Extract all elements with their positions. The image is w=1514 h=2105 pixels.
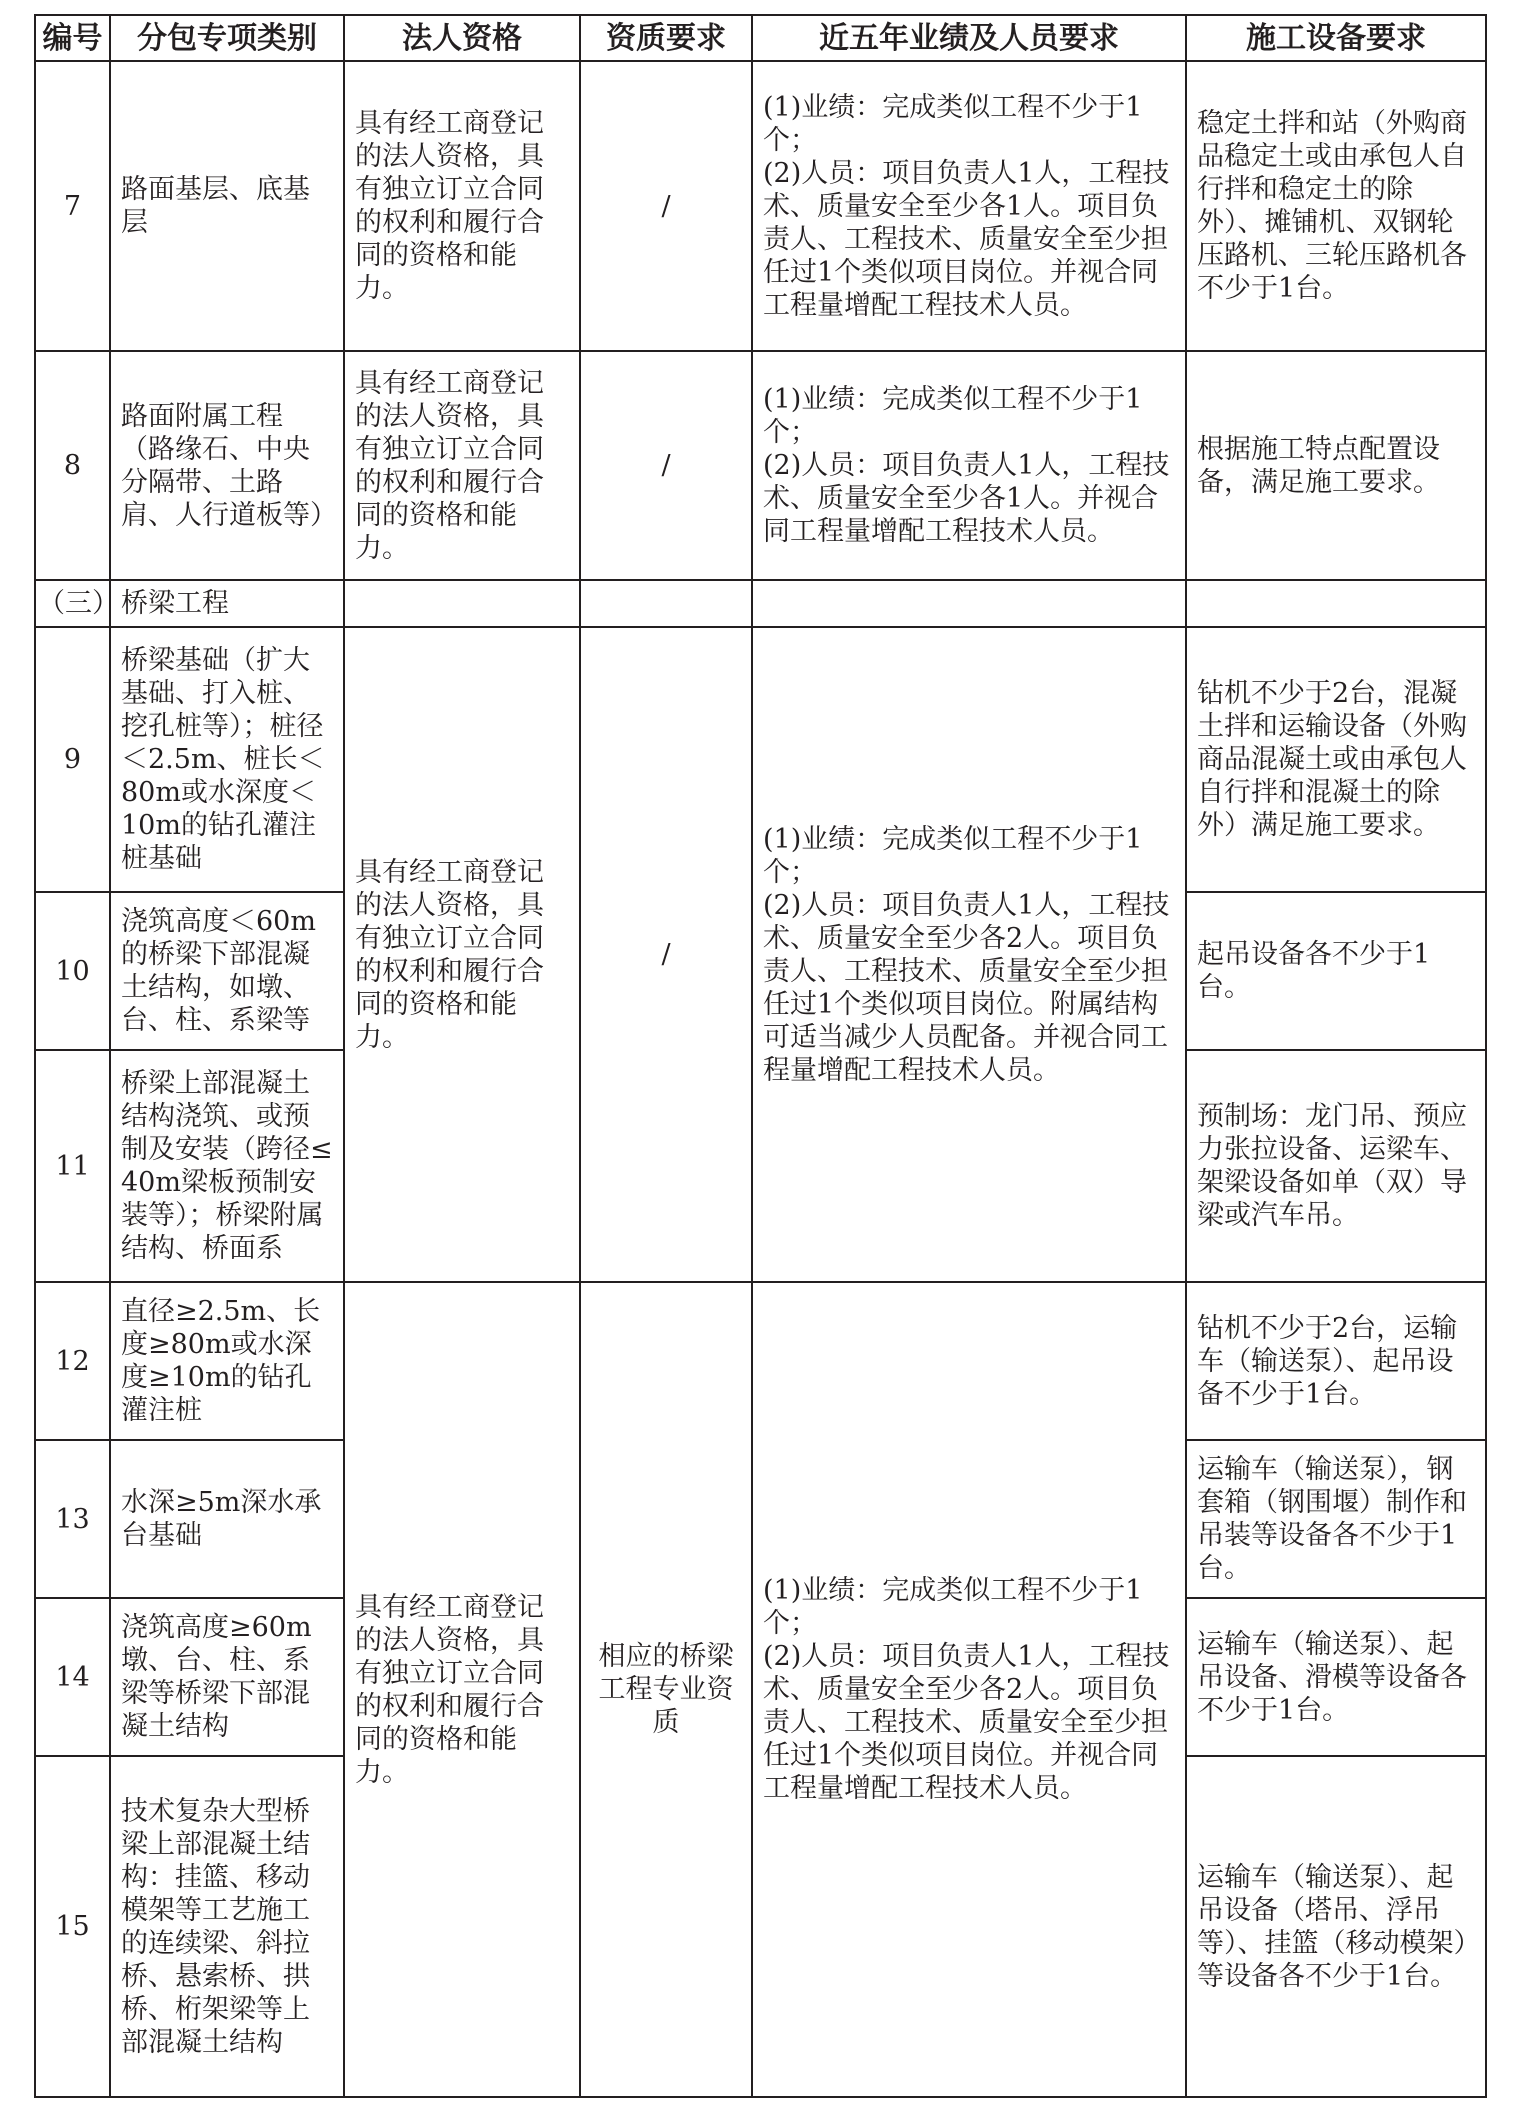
- row-category: 浇筑高度≥60m墩、台、柱、系梁等桥梁下部混凝土结构: [110, 1598, 344, 1756]
- row-number: 9: [35, 627, 110, 892]
- row-equipment: 预制场：龙门吊、预应力张拉设备、运梁车、架梁设备如单（双）导梁或汽车吊。: [1186, 1050, 1486, 1282]
- row-number: 10: [35, 892, 110, 1050]
- group-performance-personnel: [752, 1282, 1186, 2097]
- header-category: 分包专项类别: [110, 15, 344, 61]
- table-row: [35, 1282, 1486, 1440]
- row-equipment: 运输车（输送泵），钢套箱（钢围堰）制作和吊装等设备各不少于1台。: [1186, 1440, 1486, 1598]
- header-performance-personnel: 近五年业绩及人员要求: [752, 15, 1186, 61]
- personnel-line: (2)人员：项目负责人1人，工程技术、质量安全至少各2人。项目负责人、工程技术、质量安全至少担任过1个类似项目岗位。附属结构可适当减少人员配备。并视合同工程量增配工程技术人员。: [763, 889, 1170, 1086]
- row-category: 桥梁上部混凝土结构浇筑、或预制及安装（跨径≤40m梁板预制安装等）；桥梁附属结构、桥面系: [110, 1050, 344, 1282]
- table-row: [35, 627, 1486, 892]
- empty-cell: [580, 580, 752, 627]
- performance-line: (1)业绩：完成类似工程不少于1个；: [763, 1575, 1143, 1639]
- row-category: 路面附属工程（路缘石、中央分隔带、土路肩、人行道板等）: [110, 351, 344, 580]
- subcontract-requirements-table: [34, 14, 1487, 2098]
- row-qualification: /: [580, 61, 752, 351]
- row-category: 直径≥2.5m、长度≥80m或水深度≥10m的钻孔灌注桩: [110, 1282, 344, 1440]
- performance-line: (1)业绩：完成类似工程不少于1个；: [763, 384, 1143, 448]
- personnel-line: (2)人员：项目负责人1人，工程技术、质量安全至少各1人。并视合同工程量增配工程技术人员。: [763, 450, 1170, 547]
- personnel-line: (2)人员：项目负责人1人，工程技术、质量安全至少各2人。项目负责人、工程技术、质量安全至少担任过1个类似项目岗位。并视合同工程量增配工程技术人员。: [763, 1641, 1170, 1804]
- row-equipment: 钻机不少于2台，混凝土拌和运输设备（外购商品混凝土或由承包人自行拌和混凝土的除外）满足施工要求。: [1186, 627, 1486, 892]
- row-equipment: 根据施工特点配置设备，满足施工要求。: [1186, 351, 1486, 580]
- row-performance-personnel: [752, 351, 1186, 580]
- row-legal-status: 具有经工商登记的法人资格，具有独立订立合同的权利和履行合同的资格和能力。: [344, 351, 580, 580]
- section-row: [35, 580, 1486, 627]
- header-equipment: 施工设备要求: [1186, 15, 1486, 61]
- row-number: 14: [35, 1598, 110, 1756]
- row-equipment: 稳定土拌和站（外购商品稳定土或由承包人自行拌和稳定土的除外）、摊铺机、双钢轮压路机、三轮压路机各不少于1台。: [1186, 61, 1486, 351]
- row-qualification: /: [580, 351, 752, 580]
- group-legal-status: 具有经工商登记的法人资格，具有独立订立合同的权利和履行合同的资格和能力。: [344, 627, 580, 1282]
- row-number: 8: [35, 351, 110, 580]
- row-performance-personnel: [752, 61, 1186, 351]
- row-number: 12: [35, 1282, 110, 1440]
- row-category: 水深≥5m深水承台基础: [110, 1440, 344, 1598]
- group-legal-status: 具有经工商登记的法人资格，具有独立订立合同的权利和履行合同的资格和能力。: [344, 1282, 580, 2097]
- row-number: 7: [35, 61, 110, 351]
- row-equipment: 运输车（输送泵）、起吊设备、滑模等设备各不少于1台。: [1186, 1598, 1486, 1756]
- group-qualification: /: [580, 627, 752, 1282]
- row-number: 15: [35, 1756, 110, 2097]
- table-row: [35, 61, 1486, 351]
- row-number: 13: [35, 1440, 110, 1598]
- row-category: 技术复杂大型桥梁上部混凝土结构：挂篮、移动模架等工艺施工的连续梁、斜拉桥、悬索桥、拱桥、桁架梁等上部混凝土结构: [110, 1756, 344, 2097]
- performance-line: (1)业绩：完成类似工程不少于1个；: [763, 823, 1143, 888]
- row-category: 浇筑高度＜60m的桥梁下部混凝土结构，如墩、台、柱、系梁等: [110, 892, 344, 1050]
- group-qualification: 相应的桥梁工程专业资质: [580, 1282, 752, 2097]
- header-legal-status: 法人资格: [344, 15, 580, 61]
- row-equipment: 运输车（输送泵）、起吊设备（塔吊、浮吊等）、挂篮（移动模架）等设备各不少于1台。: [1186, 1756, 1486, 2097]
- empty-cell: [344, 580, 580, 627]
- performance-line: (1)业绩：完成类似工程不少于1个；: [763, 91, 1143, 156]
- row-equipment: 起吊设备各不少于1台。: [1186, 892, 1486, 1050]
- row-category: 桥梁基础（扩大基础、打入桩、挖孔桩等）；桩径＜2.5m、桩长＜80m或水深度＜10m的钻孔灌注桩基础: [110, 627, 344, 892]
- row-legal-status: 具有经工商登记的法人资格，具有独立订立合同的权利和履行合同的资格和能力。: [344, 61, 580, 351]
- table-row: [35, 351, 1486, 580]
- personnel-line: (2)人员：项目负责人1人，工程技术、质量安全至少各1人。项目负责人、工程技术、质量安全至少担任过1个类似项目岗位。并视合同工程量增配工程技术人员。: [763, 157, 1170, 321]
- header-number: 编号: [35, 15, 110, 61]
- section-title: 桥梁工程: [110, 580, 344, 627]
- row-number: 11: [35, 1050, 110, 1282]
- empty-cell: [752, 580, 1186, 627]
- group-performance-personnel: [752, 627, 1186, 1282]
- row-category: 路面基层、底基层: [110, 61, 344, 351]
- section-number: （三）: [35, 580, 110, 627]
- row-equipment: 钻机不少于2台，运输车（输送泵）、起吊设备不少于1台。: [1186, 1282, 1486, 1440]
- header-qualification: 资质要求: [580, 15, 752, 61]
- empty-cell: [1186, 580, 1486, 627]
- header-row: [35, 15, 1486, 61]
